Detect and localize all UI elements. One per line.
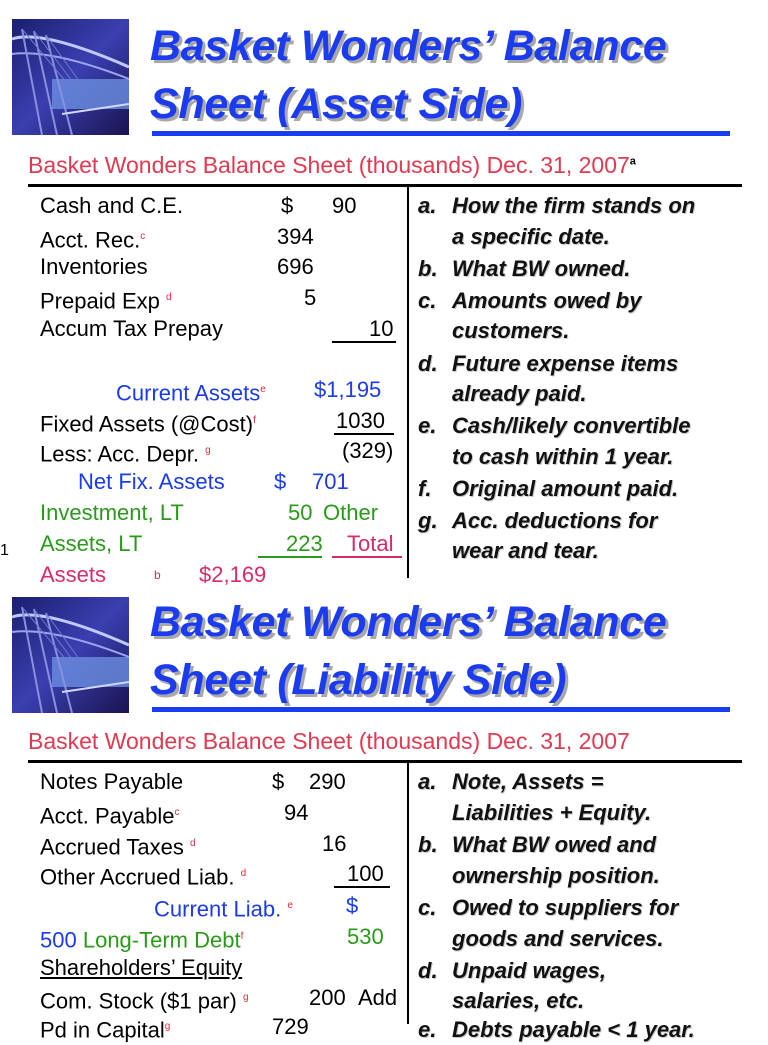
note-a-text: How the firm stands on — [452, 193, 696, 218]
other-assets-label: Assets, LT — [40, 531, 143, 556]
note-c-text: Owed to suppliers for — [452, 895, 679, 920]
accrued-taxes-value: 16 — [322, 831, 347, 856]
add-label: Add — [358, 985, 398, 1010]
note-b — [418, 254, 630, 284]
note-b-text: What BW owned. — [452, 256, 631, 281]
note-e-text: Debts payable < 1 year. — [452, 1017, 695, 1042]
title-underline — [152, 707, 730, 712]
prepaid-footnote: d — [165, 292, 172, 303]
note-b-letter: b. — [418, 832, 438, 857]
note-g — [418, 506, 657, 536]
row-long-term-debt — [40, 923, 243, 951]
cash-value: 90 — [332, 193, 357, 218]
slide-title-line1: Basket Wonders’ Balance — [150, 22, 667, 70]
note-b-letter: b. — [418, 256, 438, 281]
paid-in-capital-value: 729 — [272, 1014, 309, 1039]
note-e — [418, 411, 690, 441]
page-number: 1 — [0, 542, 9, 559]
title-underline — [152, 131, 730, 136]
other-assets-underline — [258, 556, 322, 558]
note-e-letter: e. — [418, 413, 437, 438]
note-g-letter: g. — [418, 508, 438, 533]
notes-payable-value: 290 — [309, 769, 346, 794]
table-top-rule — [28, 760, 742, 763]
row-current-liab — [154, 892, 293, 920]
column-divider — [407, 762, 409, 1024]
note-b-cont: ownership position. — [452, 863, 660, 888]
accrued-taxes-label: Accrued Taxes — [40, 834, 184, 860]
note-c-letter: c. — [418, 895, 437, 920]
total-assets-value: $2,169 — [199, 562, 267, 587]
subtitle-footnote: a — [629, 155, 636, 168]
row-paid-in-capital — [40, 1013, 170, 1041]
fixed-assets-label: Fixed Assets (@Cost) — [40, 411, 254, 437]
bridge-logo-image — [12, 597, 129, 713]
common-stock-value: 200 — [309, 985, 346, 1010]
row-net-fixed-assets — [78, 468, 225, 496]
total-assets-footnote: b — [154, 568, 161, 582]
bridge-logo-image — [12, 19, 129, 135]
note-a-text: Note, Assets = — [452, 769, 604, 794]
other-label: Other — [323, 500, 379, 525]
row-other-assets-lt — [40, 530, 142, 558]
ar-footnote: c — [140, 231, 146, 242]
note-b-text: What BW owed and — [452, 832, 657, 857]
investment-lt-value: 50 — [288, 500, 313, 525]
row-accrued-taxes — [40, 830, 196, 858]
note-d-cont: salaries, etc. — [452, 988, 585, 1013]
row-inventories — [40, 253, 148, 281]
other-accrued-value: 100 — [347, 861, 384, 886]
tax-prepay-underline — [332, 341, 396, 343]
current-liab-label: Current Liab. — [154, 896, 282, 922]
total-label: Total — [347, 531, 394, 556]
note-f-text: Original amount paid. — [452, 476, 679, 501]
note-d — [418, 956, 606, 986]
net-fixed-assets-dollar: $ — [274, 469, 287, 494]
current-assets-footnote: e — [260, 384, 266, 395]
ar-value: 394 — [277, 224, 314, 249]
depreciation-label: Less: Acc. Depr. — [40, 441, 199, 467]
ap-footnote: c — [174, 807, 180, 818]
prepaid-value: 5 — [304, 285, 317, 310]
note-d-text: Future expense items — [452, 351, 679, 376]
row-current-assets — [116, 376, 266, 404]
note-a — [418, 191, 695, 221]
balance-sheet-subtitle: Basket Wonders Balance Sheet (thousands) Dec. 31, 2007 — [28, 728, 630, 754]
other-assets-value: 223 — [286, 531, 323, 556]
note-a-letter: a. — [418, 769, 437, 794]
net-fixed-assets-label: Net Fix. Assets — [78, 469, 225, 494]
note-f-letter: f. — [418, 476, 432, 501]
current-assets-value: $1,195 — [314, 377, 382, 402]
note-d-letter: d. — [418, 351, 438, 376]
row-accounts-payable — [40, 799, 180, 827]
tax-prepay-value: 10 — [369, 316, 394, 341]
paid-in-capital-label: Pd in Capital — [40, 1017, 165, 1043]
long-term-debt-label: Long-Term Debt — [82, 927, 241, 953]
current-liab-value: 500 — [40, 927, 77, 953]
notes-payable-label: Notes Payable — [40, 769, 184, 794]
current-assets-label: Current Assets — [116, 380, 261, 406]
row-accum-depreciation — [40, 437, 211, 465]
tax-prepay-label: Accum Tax Prepay — [40, 316, 224, 341]
note-a-letter: a. — [418, 193, 437, 218]
note-d-letter: d. — [418, 958, 438, 983]
slide-title-line2: Sheet (Liability Side) — [150, 656, 567, 704]
note-c-cont: customers. — [452, 318, 570, 343]
note-c-cont: goods and services. — [452, 926, 664, 951]
note-d-text: Unpaid wages, — [452, 958, 607, 983]
other-accrued-underline — [334, 886, 390, 888]
note-d-cont: already paid. — [452, 381, 587, 406]
prepaid-label: Prepaid Exp — [40, 288, 160, 314]
depreciation-footnote: g — [205, 445, 211, 456]
long-term-debt-value: 530 — [347, 924, 384, 949]
inventories-value: 696 — [277, 254, 314, 279]
note-b — [418, 830, 656, 860]
total-assets-label: Assets — [40, 562, 107, 587]
row-accounts-receivable — [40, 223, 145, 251]
note-g-cont: wear and tear. — [452, 538, 599, 563]
note-e-letter: e. — [418, 1017, 437, 1042]
note-e-cont: to cash within 1 year. — [452, 444, 674, 469]
depreciation-value: (329) — [342, 438, 394, 463]
note-a-cont: Liabilities + Equity. — [452, 800, 652, 825]
inventories-label: Inventories — [40, 254, 148, 279]
ap-value: 94 — [284, 800, 309, 825]
note-f — [418, 474, 678, 504]
note-c-letter: c. — [418, 288, 437, 313]
net-fixed-assets-value: 701 — [312, 469, 349, 494]
row-shareholders-equity: Shareholders’ Equity — [40, 955, 243, 980]
row-prepaid — [40, 284, 172, 312]
note-a-cont: a specific date. — [452, 224, 610, 249]
table-top-rule — [28, 184, 742, 187]
paid-in-capital-footnote: g — [164, 1021, 171, 1032]
note-d — [418, 349, 678, 379]
common-stock-label: Com. Stock ($1 par) — [40, 988, 237, 1014]
other-accrued-footnote: d — [240, 868, 247, 879]
row-notes-payable — [40, 768, 183, 796]
other-accrued-label: Other Accrued Liab. — [40, 864, 235, 890]
slide-title-line1: Basket Wonders’ Balance — [150, 598, 667, 646]
long-term-debt-footnote: f — [240, 931, 244, 942]
ar-label: Acct. Rec. — [40, 227, 141, 253]
accrued-taxes-footnote: d — [190, 838, 196, 849]
investment-lt-label: Investment, LT — [40, 500, 184, 525]
ap-label: Acct. Payable — [40, 803, 175, 829]
current-liab-dollar: $ — [346, 893, 359, 918]
current-liab-footnote: e — [287, 900, 293, 911]
cash-label: Cash and C.E. — [40, 193, 184, 218]
note-c — [418, 286, 641, 316]
cash-dollar: $ — [281, 193, 294, 218]
notes-payable-dollar: $ — [272, 769, 285, 794]
row-common-stock — [40, 984, 249, 1012]
common-stock-footnote: g — [242, 992, 249, 1003]
note-c-text: Amounts owed by — [452, 288, 642, 313]
subtitle-text: Basket Wonders Balance Sheet (thousands) Dec. 31, 2007 — [28, 152, 630, 178]
slide-liability-side — [0, 585, 768, 1043]
fixed-assets-underline — [334, 433, 394, 435]
note-e — [418, 1015, 695, 1045]
column-divider — [407, 186, 409, 578]
balance-sheet-subtitle — [28, 152, 636, 179]
note-a — [418, 767, 603, 797]
row-fixed-assets — [40, 407, 256, 435]
fixed-assets-value: 1030 — [336, 408, 385, 433]
row-cash — [40, 192, 183, 220]
note-c — [418, 893, 678, 923]
row-other-accrued-liab — [40, 860, 246, 888]
note-g-text: Acc. deductions for — [452, 508, 658, 533]
slide-title-line2: Sheet (Asset Side) — [150, 80, 523, 128]
note-e-text: Cash/likely convertible — [452, 413, 691, 438]
row-investment-lt — [40, 499, 184, 527]
total-underline — [332, 556, 402, 558]
row-accum-tax-prepay — [40, 315, 223, 343]
fixed-assets-footnote: f — [253, 415, 256, 426]
